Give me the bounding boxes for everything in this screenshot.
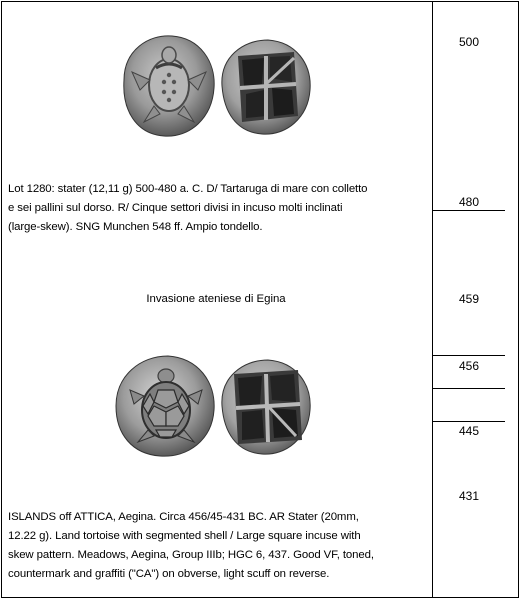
islands-description-line: 12.22 g). Land tortoise with segmented shell / Large square incuse with [8,530,361,542]
section-heading: Invasione ateniese di Egina [146,293,286,305]
timeline-divider [433,355,505,356]
land-tortoise-coin-image [110,350,222,462]
skew-incuse-coin-image [214,354,316,460]
year-label: 459 [458,292,480,306]
year-label: 500 [458,35,480,49]
islands-description-line: skew pattern. Meadows, Aegina, Group IIIb; HGC 6, 437. Good VF, toned, [8,549,374,561]
year-label: 431 [458,489,480,503]
year-label: 445 [458,424,480,438]
timeline-divider [433,421,505,422]
lot-description-line: Lot 1280: stater (12,11 g) 500-480 a. C. D/ Tartaruga di mare con colletto [8,183,368,195]
islands-description-line: countermark and graffiti ("CA") on obverse, light scuff on reverse. [8,568,330,580]
year-label: 456 [458,359,480,373]
sea-turtle-coin-image [114,30,220,142]
islands-description-line: ISLANDS off ATTICA, Aegina. Circa 456/45-431 BC. AR Stater (20mm, [8,511,359,523]
lot-description-line: e sei pallini sul dorso. R/ Cinque settori divisi in incuso molti inclinati [8,202,343,214]
year-label: 480 [458,195,480,209]
timeline-divider [433,210,505,211]
incuse-square-coin-image [214,34,316,140]
lot-description-line: (large-skew). SNG Munchen 548 ff. Ampio tondello. [8,221,263,233]
timeline-divider [433,388,505,389]
